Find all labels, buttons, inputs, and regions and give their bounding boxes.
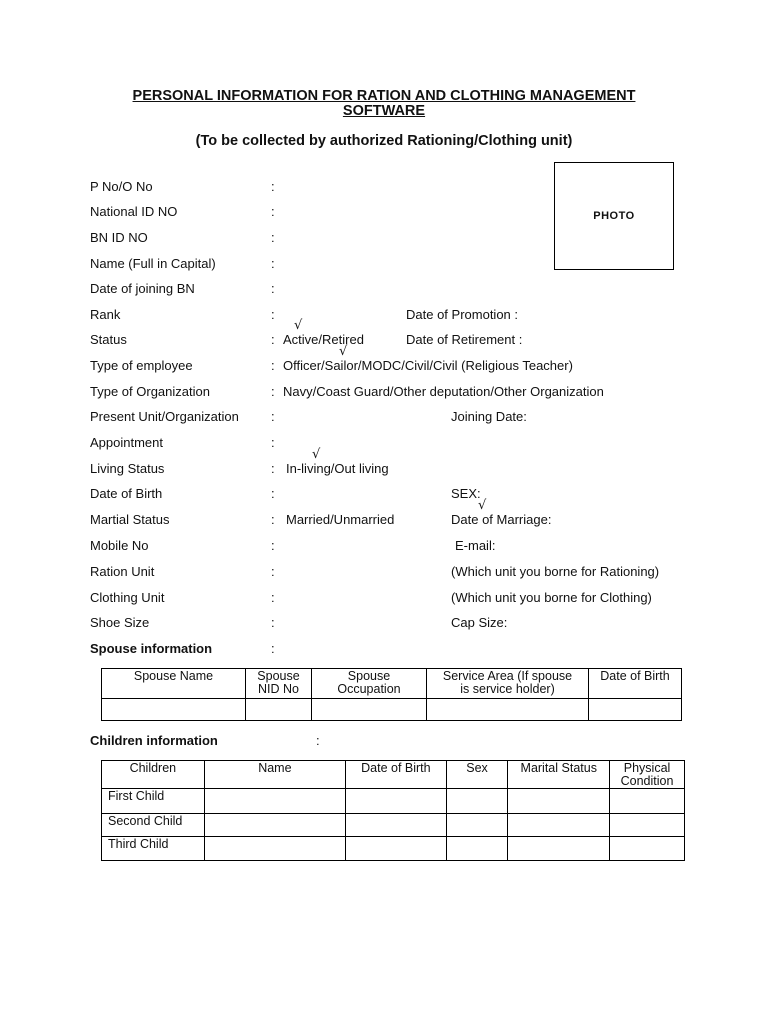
cell-child-physical[interactable]	[610, 814, 685, 837]
header-child-dob: Date of Birth	[346, 761, 447, 789]
spouse-headers-full	[0, 0, 1, 1]
label-date-marriage: Date of Marriage:	[451, 512, 552, 527]
living-status-options: In-living/Out living	[286, 461, 389, 476]
header-physical-condition: Physical Condition	[610, 761, 685, 789]
cell-service-area[interactable]	[427, 699, 589, 721]
colon: :	[271, 204, 275, 219]
label-sex: SEX:	[451, 486, 481, 501]
label-shoe-size: Shoe Size	[90, 615, 150, 630]
cell-child-name[interactable]	[204, 837, 345, 861]
label-cap-size: Cap Size:	[451, 615, 508, 630]
cell-child-marital[interactable]	[508, 789, 610, 814]
label-status: Status	[90, 332, 127, 347]
label-mobile: Mobile No	[90, 538, 149, 553]
colon: :	[271, 307, 275, 322]
colon: :	[271, 384, 275, 399]
label-dob: Date of Birth	[90, 486, 163, 501]
check-mark-icon: √	[339, 344, 348, 359]
colon: :	[271, 281, 275, 296]
child-row-third	[102, 837, 685, 861]
header-children: Children	[102, 761, 205, 789]
cell-child-name[interactable]	[204, 814, 345, 837]
cell-child-marital[interactable]	[508, 837, 610, 861]
child-row-label: Third Child	[102, 837, 205, 861]
child-row-label: First Child	[102, 789, 205, 814]
type-employee-options: Officer/Sailor/MODC/Civil/Civil (Religious Teacher)	[283, 358, 573, 373]
cell-spouse-nid[interactable]	[246, 699, 312, 721]
colon: :	[271, 409, 275, 424]
cell-child-physical[interactable]	[610, 789, 685, 814]
form-title-line-1: PERSONAL INFORMATION FOR RATION AND CLOTHING MANAGEMENT	[132, 88, 636, 104]
label-spouse-info: Spouse information	[90, 641, 213, 656]
check-mark-icon: √	[478, 498, 487, 513]
photo-placeholder	[554, 162, 674, 270]
spouse-table-header-row	[102, 669, 682, 699]
status-options: Active/Retired	[283, 332, 364, 347]
form-subtitle: (To be collected by authorized Rationing/Clothing unit)	[195, 133, 573, 149]
label-joining-date: Joining Date:	[451, 409, 527, 424]
header-spouse-name: Spouse Name	[102, 669, 246, 699]
colon: :	[316, 733, 320, 748]
colon: :	[271, 564, 275, 579]
label-email: E-mail:	[455, 538, 496, 553]
colon: :	[271, 538, 275, 553]
child-row-first	[102, 789, 685, 814]
label-type-org: Type of Organization	[90, 384, 210, 399]
label-p-no: P No/O No	[90, 179, 153, 194]
cell-child-physical[interactable]	[610, 837, 685, 861]
colon: :	[271, 332, 275, 347]
colon: :	[271, 230, 275, 245]
cell-child-sex[interactable]	[446, 814, 508, 837]
label-martial-status: Martial Status	[90, 512, 170, 527]
colon: :	[271, 179, 275, 194]
spouse-table-row	[102, 699, 682, 721]
colon: :	[271, 615, 275, 630]
label-living-status: Living Status	[90, 461, 165, 476]
child-row-label: Second Child	[102, 814, 205, 837]
ration-unit-note: (Which unit you borne for Rationing)	[451, 564, 660, 579]
cell-child-sex[interactable]	[446, 789, 508, 814]
header-child-sex: Sex	[446, 761, 508, 789]
cell-child-marital[interactable]	[508, 814, 610, 837]
header-spouse-occupation: Spouse Occupation	[312, 669, 427, 699]
cell-child-dob[interactable]	[346, 789, 447, 814]
label-date-promotion: Date of Promotion :	[406, 307, 518, 322]
martial-status-options: Married/Unmarried	[286, 512, 395, 527]
label-date-joining-bn: Date of joining BN	[90, 281, 195, 296]
colon: :	[271, 641, 275, 656]
header-spouse-dob: Date of Birth	[589, 669, 682, 699]
header-child-marital-status: Marital Status	[508, 761, 610, 789]
header-child-name: Name	[204, 761, 345, 789]
colon: :	[271, 486, 275, 501]
colon: :	[271, 435, 275, 450]
cell-spouse-occupation[interactable]	[312, 699, 427, 721]
colon: :	[271, 256, 275, 271]
cell-child-dob[interactable]	[346, 837, 447, 861]
cell-child-sex[interactable]	[446, 837, 508, 861]
colon: :	[271, 512, 275, 527]
label-bn-id: BN ID NO	[90, 230, 148, 245]
label-date-retirement: Date of Retirement :	[406, 332, 523, 347]
label-clothing-unit: Clothing Unit	[90, 590, 165, 605]
form-title-line-2: SOFTWARE	[342, 103, 426, 119]
spouse-table	[101, 668, 682, 721]
cell-spouse-dob[interactable]	[589, 699, 682, 721]
children-table-header-row	[102, 761, 685, 789]
clothing-unit-note: (Which unit you borne for Clothing)	[451, 590, 652, 605]
form-title-full	[0, 0, 1, 1]
children-table	[101, 760, 685, 861]
label-present-unit: Present Unit/Organization	[90, 409, 239, 424]
photo-label: PHOTO	[593, 210, 635, 222]
colon: :	[271, 358, 275, 373]
cell-child-dob[interactable]	[346, 814, 447, 837]
label-national-id: National ID NO	[90, 204, 178, 219]
label-name: Name (Full in Capital)	[90, 256, 216, 271]
cell-child-name[interactable]	[204, 789, 345, 814]
check-mark-icon: √	[312, 447, 321, 462]
label-children-info: Children information	[90, 733, 218, 748]
check-mark-icon: √	[294, 318, 303, 333]
colon: :	[271, 461, 275, 476]
cell-spouse-name[interactable]	[102, 699, 246, 721]
label-rank: Rank	[90, 307, 121, 322]
label-ration-unit: Ration Unit	[90, 564, 155, 579]
type-org-options: Navy/Coast Guard/Other deputation/Other Organization	[283, 384, 604, 399]
colon: :	[271, 590, 275, 605]
label-type-employee: Type of employee	[90, 358, 193, 373]
header-service-area: Service Area (If spouse is service holder)	[427, 669, 589, 699]
header-spouse-nid: Spouse NID No	[246, 669, 312, 699]
child-row-second	[102, 814, 685, 837]
label-appointment: Appointment	[90, 435, 163, 450]
